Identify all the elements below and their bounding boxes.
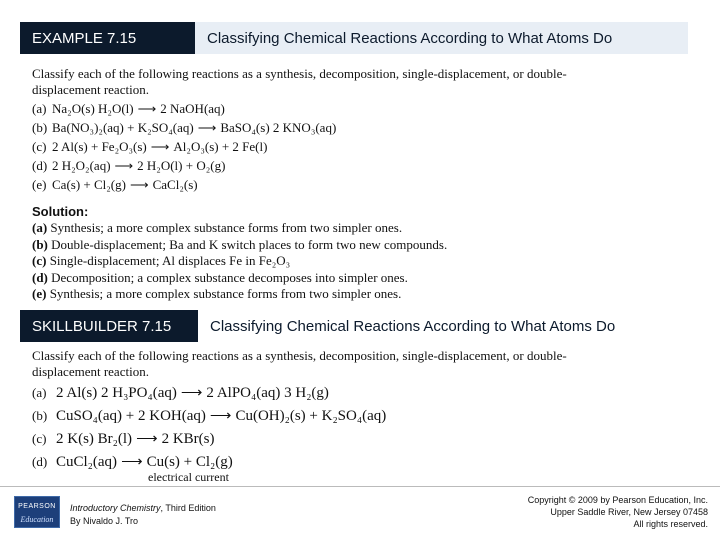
reactants: CuCl₂(aq) — [56, 454, 118, 470]
solution-text: Double-displacement; Ba and K switch places to form two new compounds. — [47, 236, 448, 252]
book-title-line — [70, 502, 216, 515]
solution-line-a — [32, 220, 692, 237]
solution-label: (e) — [32, 286, 47, 301]
skillbuilder-intro — [32, 348, 652, 380]
copyright-notice — [478, 494, 708, 530]
book-info — [70, 502, 216, 528]
solution-heading: Solution: — [32, 204, 89, 219]
book-title: Introductory Chemistry — [70, 503, 161, 513]
solution-label: (d) — [32, 269, 48, 285]
reaction-label: (a) — [32, 385, 47, 400]
arrow-icon: ⟶ — [136, 431, 158, 447]
skillbuilder-tag: SKILLBUILDER 7.15 — [20, 310, 198, 342]
example-tag: EXAMPLE 7.15 — [20, 22, 195, 54]
solution-block — [32, 204, 692, 303]
skillbuilder-reaction-b — [32, 405, 386, 427]
reaction-label: (a) — [32, 101, 47, 116]
logo-text-top: PEARSON — [18, 503, 56, 510]
reaction-label: (b) — [32, 120, 48, 135]
skillbuilder-banner — [20, 310, 710, 342]
arrow-icon: ⟶ — [150, 139, 170, 154]
electrical-current-note: electrical current — [148, 470, 229, 484]
example-reaction-c — [32, 138, 267, 155]
arrow-icon: ⟶ — [197, 120, 217, 135]
reactants: 2 Al(s) + Fe₂O₃(s) — [52, 139, 147, 154]
arrow-icon: ⟶ — [180, 385, 203, 401]
reaction-label: (d) — [32, 158, 48, 173]
example-reaction-d — [32, 157, 225, 174]
products: Cu(s) + Cl₂(g) — [146, 454, 233, 470]
arrow-icon: ⟶ — [114, 158, 134, 173]
solution-line-e — [32, 286, 692, 303]
products: CaCl₂(s) — [152, 177, 198, 192]
arrow-icon: ⟶ — [121, 454, 143, 470]
skillbuilder-reaction-c — [32, 428, 215, 450]
example-intro-line2: displacement reaction. — [32, 82, 149, 97]
logo-text-bottom: Education — [20, 515, 54, 524]
skillbuilder-title: Classifying Chemical Reactions According to What Atoms Do — [198, 310, 710, 342]
solution-line-c — [32, 253, 692, 270]
example-title: Classifying Chemical Reactions According to What Atoms Do — [195, 22, 688, 54]
solution-text: Synthesis; a more complex substance forms from two simpler ones. — [47, 220, 403, 235]
skillbuilder-intro-line2: displacement reaction. — [32, 364, 149, 379]
solution-label: (b) — [32, 236, 48, 252]
arrow-icon: ⟶ — [137, 101, 157, 116]
copyright-line1: Copyright © 2009 by Pearson Education, Inc. — [527, 495, 708, 505]
reactants: 2 K(s) Br₂(l) — [56, 431, 133, 447]
solution-label: (c) — [32, 253, 47, 268]
products: BaSO₄(s) 2 KNO₃(aq) — [220, 120, 337, 135]
reactants: CuSO₄(aq) + 2 KOH(aq) — [56, 408, 206, 424]
solution-line-b — [32, 237, 692, 254]
skillbuilder-intro-line1: Classify each of the following reactions as a synthesis, decomposition, single-displacement, or double- — [32, 348, 567, 363]
products: 2 KBr(s) — [161, 431, 215, 447]
reactants: Na₂O(s) H₂O(l) — [52, 101, 134, 116]
example-intro — [32, 66, 652, 98]
copyright-line3: All rights reserved. — [633, 519, 708, 529]
book-author: By Nivaldo J. Tro — [70, 516, 139, 526]
book-edition: , Third Edition — [160, 503, 216, 513]
example-reaction-b — [32, 119, 336, 136]
reaction-label: (d) — [32, 454, 48, 469]
skillbuilder-reaction-a — [32, 382, 329, 404]
reactants: Ca(s) + Cl₂(g) — [52, 177, 126, 192]
reaction-label: (b) — [32, 408, 48, 423]
example-intro-line1: Classify each of the following reactions as a synthesis, decomposition, single-displacement, or double- — [32, 66, 567, 81]
example-reaction-a — [32, 100, 225, 117]
solution-label: (a) — [32, 220, 48, 235]
reactants: 2 Al(s) 2 H₃PO₄(aq) — [56, 385, 177, 401]
arrow-icon: ⟶ — [209, 408, 232, 424]
products: Al₂O₃(s) + 2 Fe(l) — [173, 139, 268, 154]
example-reaction-e — [32, 176, 198, 193]
reaction-label: (e) — [32, 177, 47, 192]
products: 2 AlPO₄(aq) 3 H₂(g) — [206, 385, 329, 401]
solution-text: Synthesis; a more complex substance forms from two simpler ones. — [46, 286, 402, 301]
reactants: Ba(NO₃)₂(aq) + K₂SO₄(aq) — [52, 120, 194, 135]
pearson-logo — [14, 496, 60, 528]
solution-text: Decomposition; a complex substance decomposes into simpler ones. — [47, 269, 408, 285]
reactants: 2 H₂O₂(aq) — [52, 158, 111, 173]
products: Cu(OH)₂(s) + K₂SO₄(aq) — [235, 408, 387, 424]
copyright-line2: Upper Saddle River, New Jersey 07458 — [550, 507, 708, 517]
footer-divider — [0, 486, 720, 487]
solution-line-d — [32, 270, 692, 287]
arrow-icon: ⟶ — [129, 177, 149, 192]
solution-text: Single-displacement; Al displaces Fe in Fe₂O₃ — [46, 253, 291, 268]
products: 2 NaOH(aq) — [160, 101, 225, 116]
example-banner — [20, 22, 688, 54]
reaction-label: (c) — [32, 431, 47, 446]
reaction-label: (c) — [32, 139, 47, 154]
products: 2 H₂O(l) + O₂(g) — [137, 158, 226, 173]
